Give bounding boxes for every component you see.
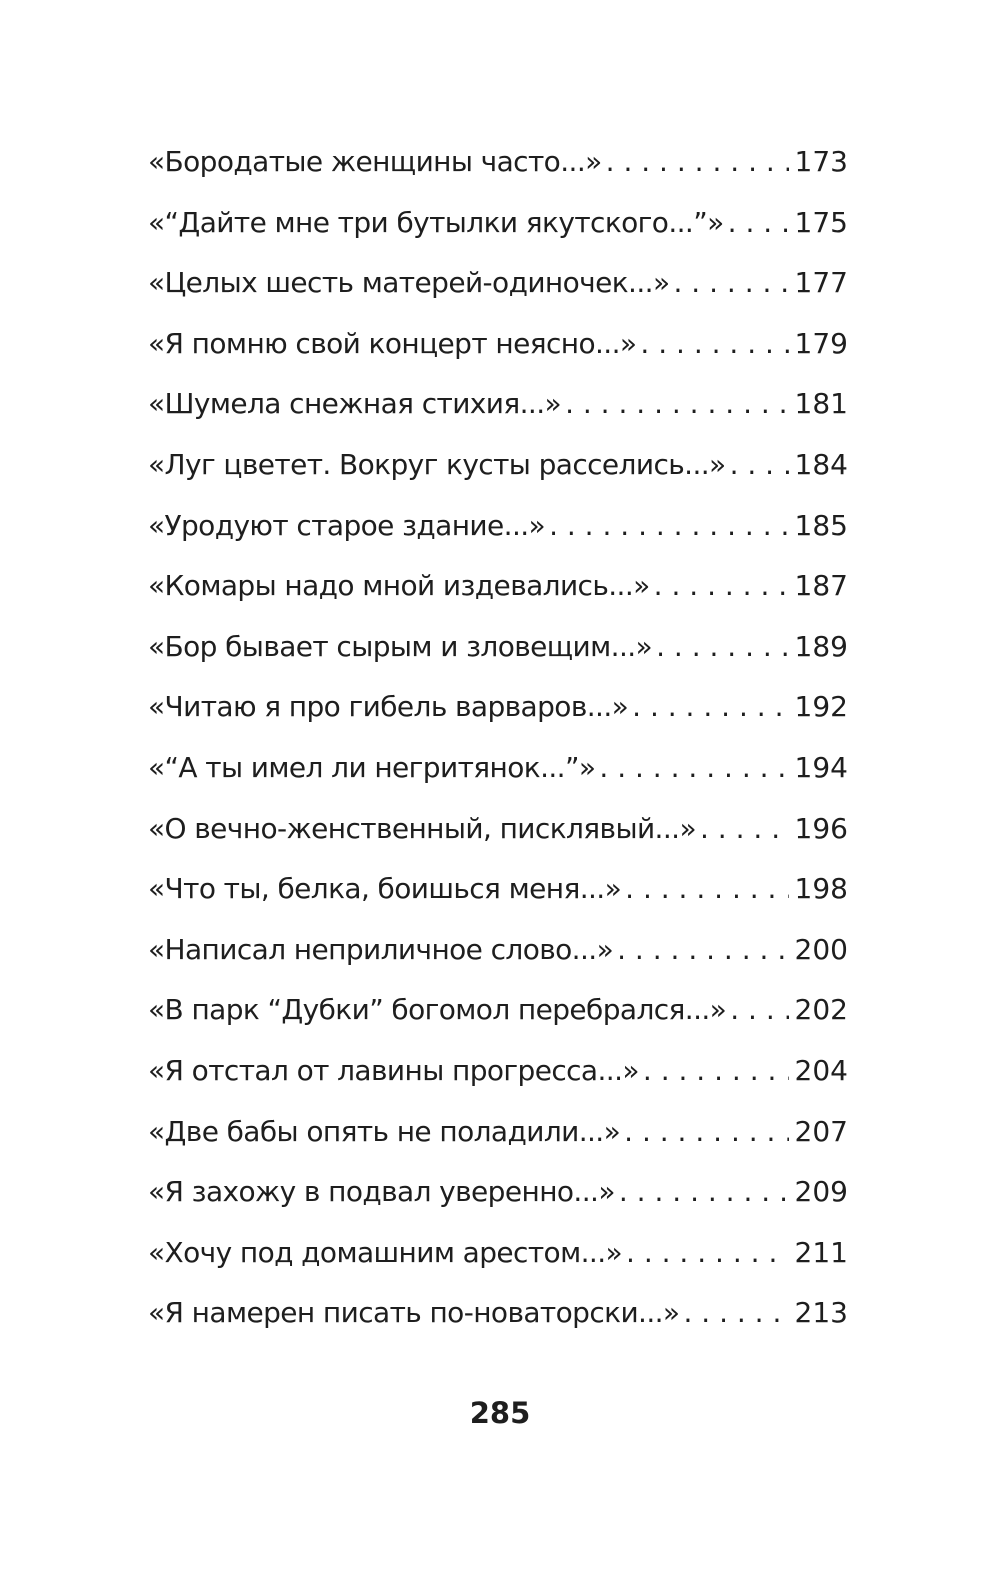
- toc-entry: [148, 1102, 848, 1163]
- table-of-contents: [148, 132, 848, 1344]
- dot-leader: [606, 132, 789, 193]
- toc-entry-title: «Я захожу в подвал уверенно...»: [148, 1175, 615, 1209]
- toc-entry-title: «Две бабы опять не поладили...»: [148, 1114, 621, 1148]
- toc-entry-page: 213: [794, 1296, 848, 1330]
- toc-entry-title: «Написал неприличное слово...»: [148, 932, 614, 966]
- toc-entry-page: 187: [794, 569, 848, 603]
- dot-leader: [728, 193, 789, 254]
- dot-leader: [626, 1223, 789, 1284]
- dot-leader: [730, 435, 789, 496]
- dot-leader: [683, 1283, 788, 1344]
- toc-entry-page: 192: [794, 690, 848, 724]
- toc-entry-page: 181: [794, 387, 848, 421]
- toc-entry: [148, 132, 848, 193]
- toc-entry: [148, 859, 848, 920]
- toc-entry: [148, 799, 848, 860]
- toc-entry: [148, 1041, 848, 1102]
- toc-entry-title: «Бор бывает сырым и зловещим...»: [148, 629, 653, 663]
- toc-entry-page: 179: [794, 326, 848, 360]
- toc-entry-title: «Бородатые женщины часто...»: [148, 145, 602, 178]
- dot-leader: [624, 1102, 788, 1163]
- toc-entry-page: 211: [794, 1235, 848, 1269]
- toc-entry: [148, 496, 848, 557]
- toc-entry-title: «В парк “Дубки” богомол перебрался...»: [148, 993, 727, 1027]
- toc-entry-page: 200: [794, 932, 848, 966]
- toc-entry: [148, 556, 848, 617]
- toc-entry-title: «Читаю я про гибель варваров...»: [148, 690, 629, 724]
- toc-entry-title: «О вечно-женственный, писклявый...»: [148, 811, 696, 845]
- toc-entry: [148, 253, 848, 314]
- toc-entry-page: 184: [794, 447, 848, 481]
- toc-entry-page: 209: [794, 1175, 848, 1209]
- toc-entry: [148, 374, 848, 435]
- dot-leader: [599, 738, 788, 799]
- toc-entry-title: «Я отстал от лавины прогресса...»: [148, 1053, 639, 1087]
- dot-leader: [632, 677, 788, 738]
- toc-entry: [148, 1283, 848, 1344]
- toc-entry: [148, 980, 848, 1041]
- dot-leader: [565, 374, 788, 435]
- dot-leader: [673, 253, 788, 314]
- toc-entry-title: «Шумела снежная стихия...»: [148, 387, 562, 421]
- toc-entry: [148, 435, 848, 496]
- toc-entry-page: 189: [794, 629, 848, 663]
- toc-entry-page: 177: [794, 266, 848, 300]
- toc-entry-title: «Я намерен писать по-новаторски...»: [148, 1296, 680, 1330]
- toc-entry: [148, 920, 848, 981]
- toc-entry-page: 173: [794, 145, 848, 178]
- dot-leader: [549, 496, 788, 557]
- toc-entry: [148, 1162, 848, 1223]
- toc-entry: [148, 677, 848, 738]
- toc-entry-title: «Что ты, белка, боишься меня...»: [148, 872, 622, 906]
- toc-entry-title: «“Дайте мне три бутылки якутского...”»: [148, 205, 724, 239]
- dot-leader: [619, 1162, 789, 1223]
- toc-entry-page: 204: [794, 1053, 848, 1087]
- toc-entry-page: 175: [794, 205, 848, 239]
- toc-entry-page: 202: [794, 993, 848, 1027]
- toc-entry-page: 194: [794, 750, 848, 784]
- toc-entry: [148, 193, 848, 254]
- dot-leader: [640, 314, 788, 375]
- toc-entry: [148, 617, 848, 678]
- toc-entry-title: «Я помню свой концерт неясно...»: [148, 326, 637, 360]
- toc-entry-title: «Луг цветет. Вокруг кусты расселись...»: [148, 447, 726, 481]
- toc-entry-title: «“А ты имел ли негритянок...”»: [148, 750, 596, 784]
- toc-entry-title: «Уродуют старое здание...»: [148, 508, 546, 542]
- page-number: 285: [469, 1396, 531, 1430]
- toc-entry: [148, 738, 848, 799]
- toc-entry-page: 196: [794, 811, 848, 845]
- dot-leader: [643, 1041, 789, 1102]
- toc-entry: [148, 1223, 848, 1284]
- toc-entry-title: «Целых шесть матерей-одиночек...»: [148, 266, 670, 300]
- dot-leader: [617, 920, 788, 981]
- toc-entry-page: 198: [794, 872, 848, 906]
- dot-leader: [730, 980, 788, 1041]
- toc-entry-title: «Комары надо мной издевались...»: [148, 569, 650, 603]
- dot-leader: [654, 556, 789, 617]
- toc-entry-page: 185: [794, 508, 848, 542]
- dot-leader: [625, 859, 788, 920]
- dot-leader: [700, 799, 789, 860]
- dot-leader: [656, 617, 788, 678]
- toc-entry-page: 207: [794, 1114, 848, 1148]
- toc-entry-title: «Хочу под домашним арестом...»: [148, 1235, 623, 1269]
- toc-entry: [148, 314, 848, 375]
